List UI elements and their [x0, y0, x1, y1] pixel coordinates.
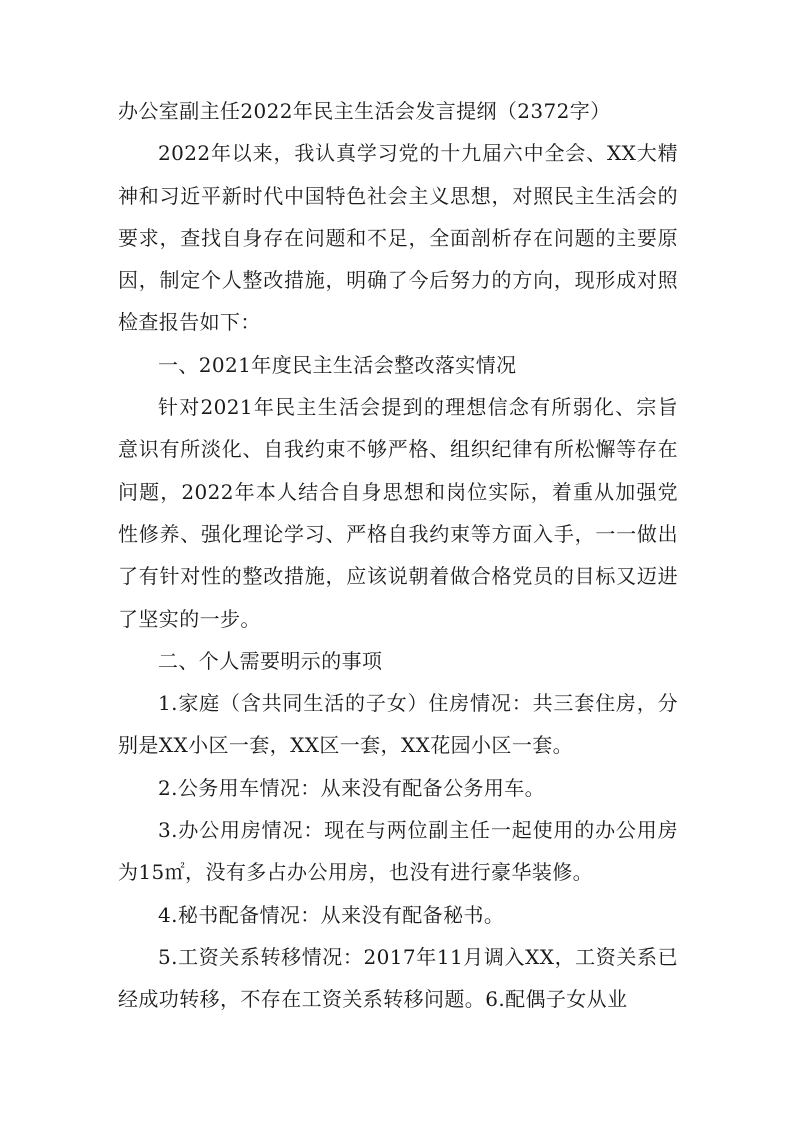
item-salary-transfer: 5.工资关系转移情况：2017年11月调入XX，工资关系已经成功转移，不存在工资关系转移问题。6.配偶子女从业 [118, 944, 678, 1012]
item-secretary: 4.秘书配备情况：从来没有配备秘书。 [158, 902, 505, 927]
paragraph-rectification: 针对2021年民主生活会提到的理想信念有所弱化、宗旨意识有所淡化、自我约束不够严格、组织纪律有所松懈等存在问题，2022年本人结合自身思想和岗位实际，着重从加强党性修养、强化理论学习、严格自我约束等方面入手，一一做出了有针对性的整改措施，应该说朝着做合格党员的目标又迈进了坚实的一步。 [118, 395, 678, 631]
section-heading-2: 二、个人需要明示的事项 [158, 648, 383, 673]
item-housing: 1.家庭（含共同生活的子女）住房情况：共三套住房，分别是XX小区一套，XX区一套，XX花园小区一套。 [118, 691, 678, 758]
section-heading-1: 一、2021年度民主生活会整改落实情况 [158, 352, 517, 377]
document-body [118, 90, 678, 1021]
item-official-car: 2.公务用车情况：从来没有配备公务用车。 [158, 775, 546, 800]
paragraph-intro: 2022年以来，我认真学习党的十九届六中全会、XX大精神和习近平新时代中国特色社会主义思想，对照民主生活会的要求，查找自身存在问题和不足，全面剖析存在问题的主要原因，制定个人整改措施，明确了今后努力的方向，现形成对照检查报告如下： [118, 141, 678, 335]
document-title: 办公室副主任2022年民主生活会发言提纲（2372字） [118, 99, 611, 123]
item-office-space: 3.办公用房情况：现在与两位副主任一起使用的办公用房为15㎡，没有多占办公用房，也没有进行豪华装修。 [118, 818, 678, 885]
